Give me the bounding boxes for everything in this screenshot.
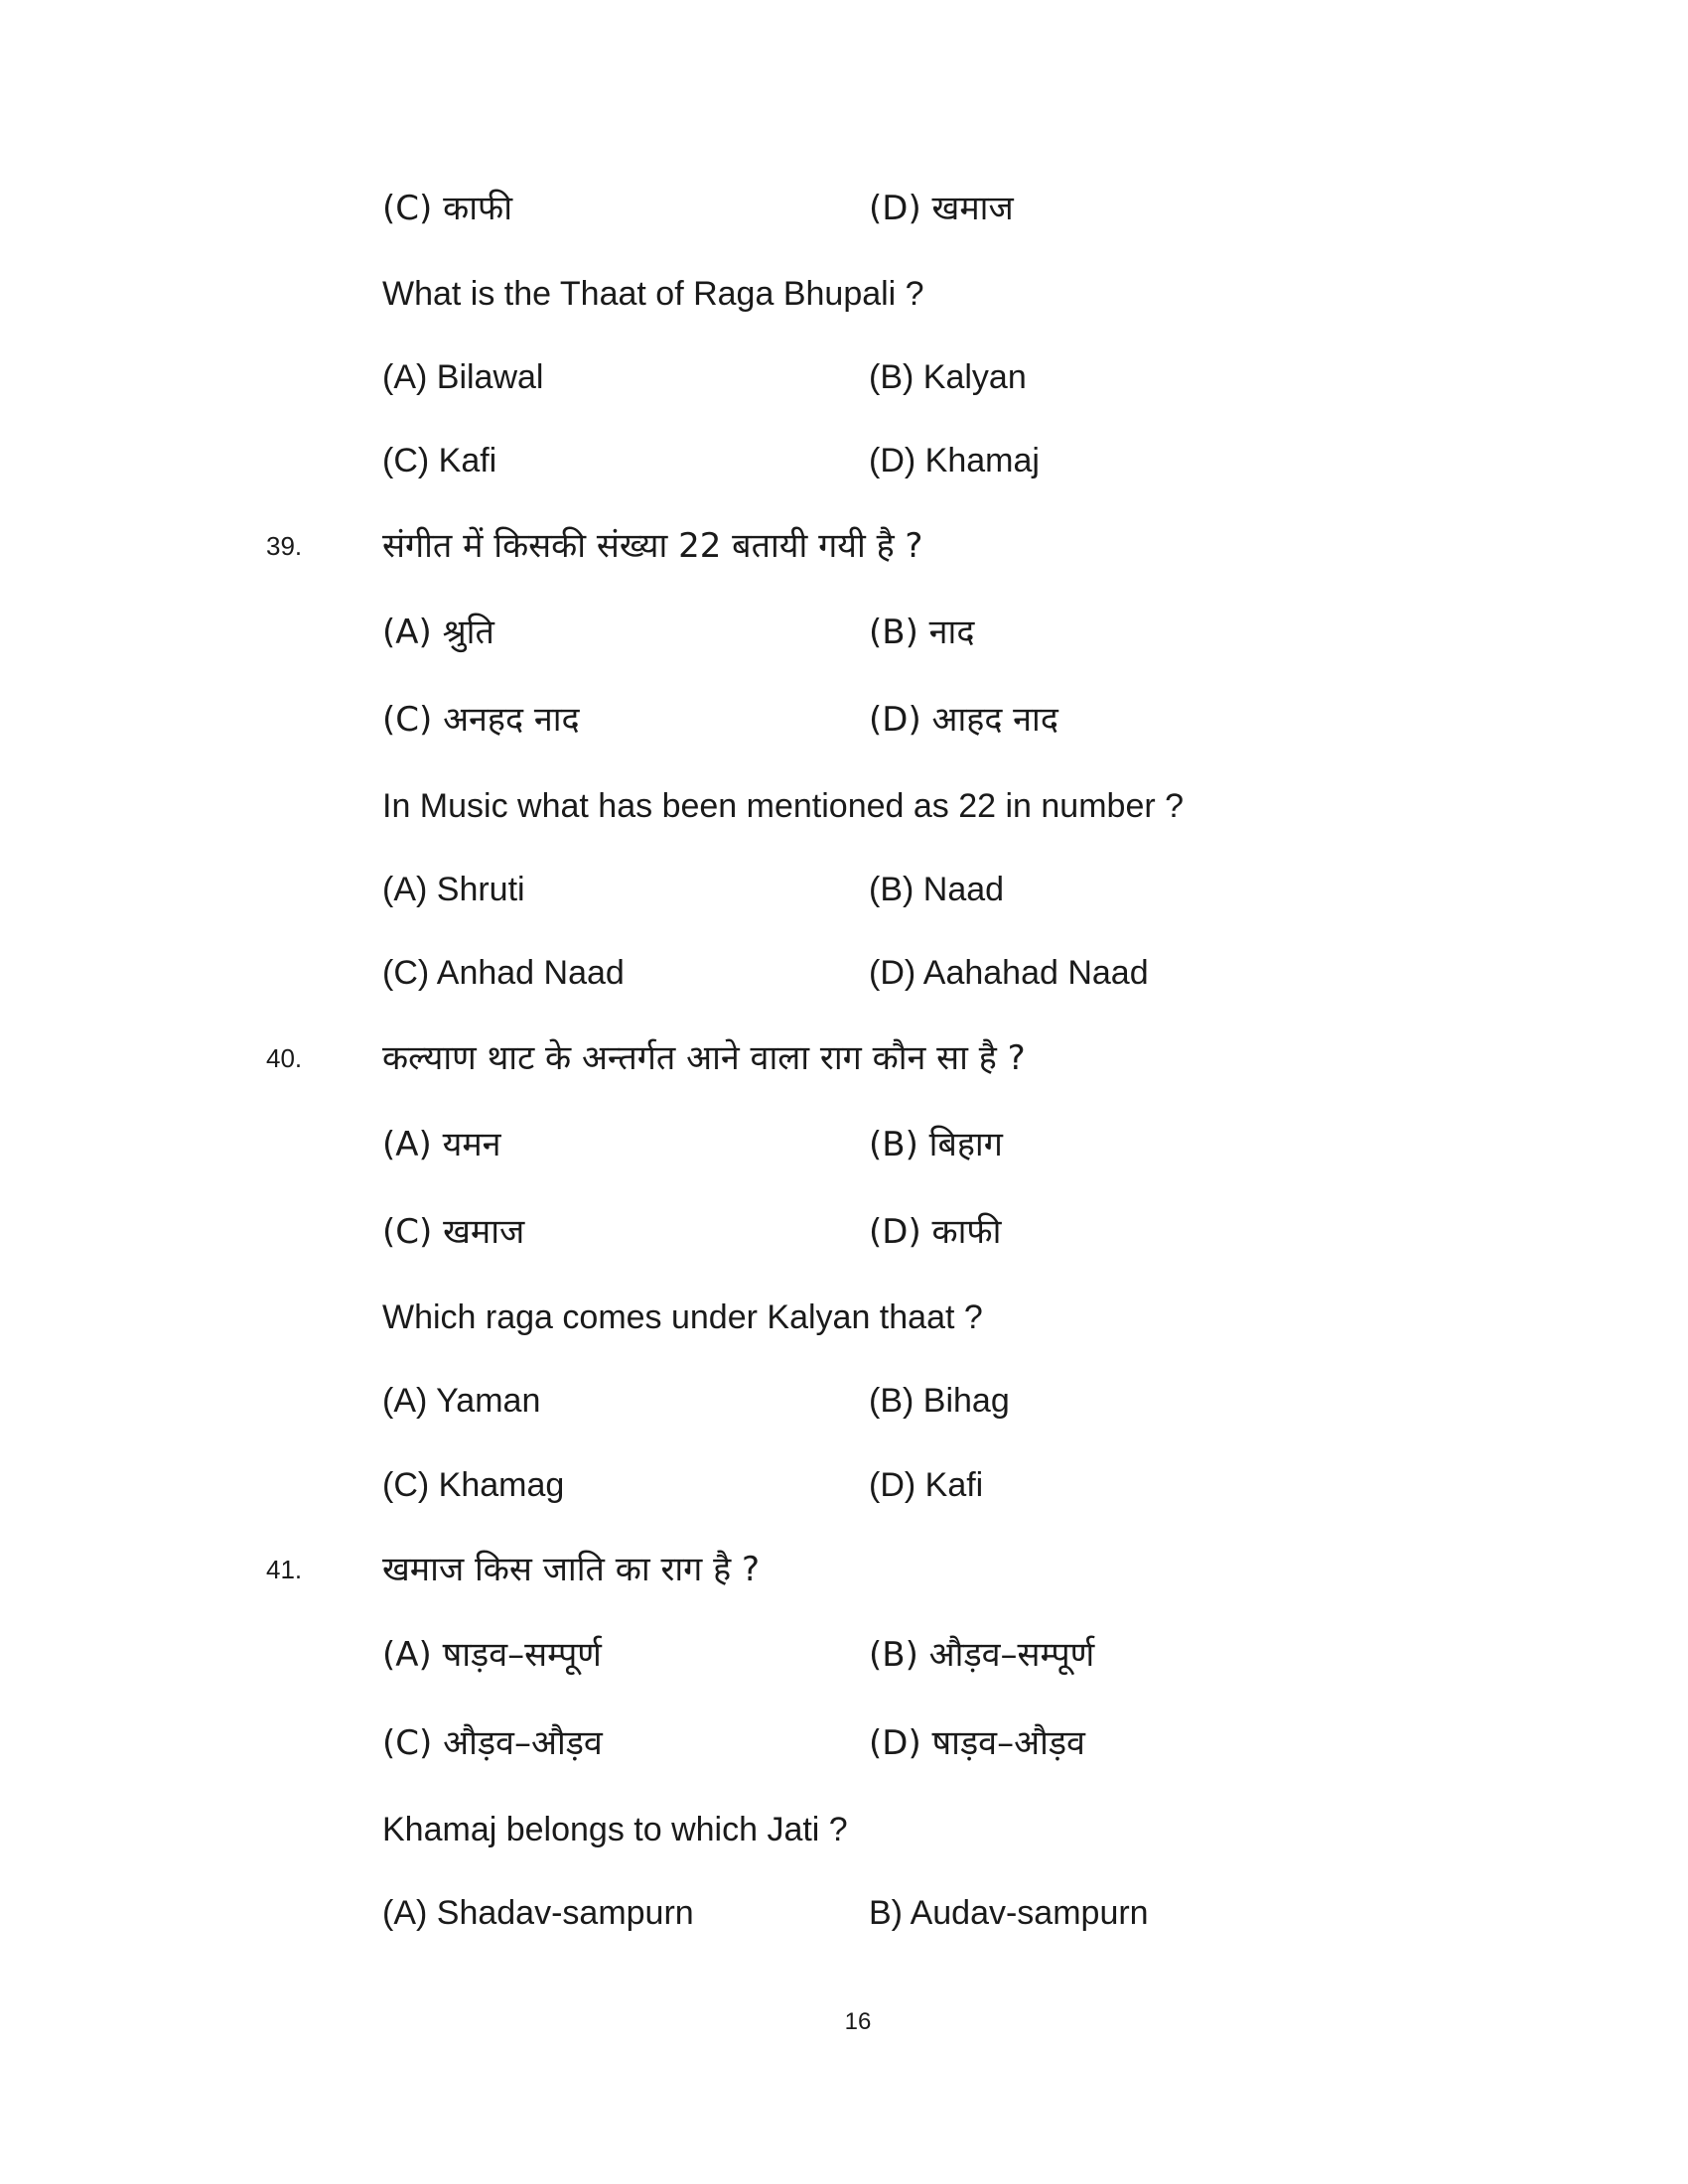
q41-en-option-a: (A) Shadav-sampurn [382, 1894, 694, 1932]
q39-en-question: In Music what has been mentioned as 22 in number ? [382, 787, 1185, 825]
q38-en-option-b: (B) Kalyan [869, 358, 1027, 396]
q40-en-option-d: (D) Kafi [869, 1466, 984, 1504]
q39-number: 39. [266, 531, 303, 561]
q39-en-option-c: (C) Anhad Naad [382, 954, 625, 992]
q41-number: 41. [266, 1555, 303, 1584]
q38-en-option-a: (A) Bilawal [382, 358, 544, 396]
q41-en-option-b: B) Audav-sampurn [869, 1894, 1149, 1932]
q39-hi-option-b: (B) नाद [869, 613, 975, 652]
q39-hi-option-c: (C) अनहद नाद [382, 700, 580, 740]
q41-en-question: Khamaj belongs to which Jati ? [382, 1811, 848, 1848]
q38-en-option-c: (C) Kafi [382, 442, 497, 479]
page-number: 16 [844, 2008, 872, 2035]
q39-hi-option-d: (D) आहद नाद [869, 700, 1058, 740]
q40-hi-options-row-1 [0, 1115, 1688, 1174]
q39-hi-option-a: (A) श्रुति [382, 613, 494, 652]
q40-hi-option-c: (C) खमाज [382, 1212, 525, 1252]
q41-hi-option-a: (A) षाड़व–सम्पूर्ण [382, 1635, 602, 1675]
q40-hi-option-b: (B) बिहाग [869, 1125, 1003, 1164]
q38-hi-option-c: (C) काफी [382, 189, 513, 228]
q40-hi-option-d: (D) काफी [869, 1212, 1002, 1252]
q39-en-options-row-1 [0, 860, 1688, 919]
q40-en-options-row-1 [0, 1371, 1688, 1431]
q38-en-option-d: (D) Khamaj [869, 442, 1040, 479]
q38-hi-options-row-2 [0, 179, 1688, 238]
q41-hi-option-b: (B) औड़व–सम्पूर्ण [869, 1635, 1095, 1675]
q41-hi-question-row [0, 1540, 1688, 1599]
q38-en-options-row-2 [0, 431, 1688, 490]
q39-en-options-row-2 [0, 943, 1688, 1003]
q40-en-option-b: (B) Bihag [869, 1382, 1010, 1420]
q40-number: 40. [266, 1043, 303, 1073]
q41-hi-options-row-1 [0, 1625, 1688, 1685]
q40-hi-options-row-2 [0, 1202, 1688, 1262]
q38-en-question-row [0, 264, 1688, 324]
q38-en-question: What is the Thaat of Raga Bhupali ? [382, 275, 924, 313]
q41-hi-option-c: (C) औड़व–औड़व [382, 1723, 603, 1763]
q40-en-question: Which raga comes under Kalyan thaat ? [382, 1298, 983, 1336]
q38-en-options-row-1 [0, 347, 1688, 407]
q39-hi-question-row [0, 516, 1688, 576]
q41-hi-options-row-2 [0, 1713, 1688, 1773]
q39-en-option-d: (D) Aahahad Naad [869, 954, 1149, 992]
q39-en-question-row [0, 776, 1688, 836]
q41-en-options-row-1 [0, 1883, 1688, 1943]
q40-en-option-a: (A) Yaman [382, 1382, 541, 1420]
q41-en-question-row [0, 1800, 1688, 1859]
q39-en-option-b: (B) Naad [869, 871, 1005, 908]
q40-en-options-row-2 [0, 1455, 1688, 1515]
q39-hi-options-row-1 [0, 603, 1688, 662]
q39-hi-question: संगीत में किसकी संख्या 22 बतायी गयी है ? [382, 526, 923, 566]
q40-hi-question: कल्याण थाट के अन्तर्गत आने वाला राग कौन सा है ? [382, 1038, 1026, 1078]
q40-hi-question-row [0, 1028, 1688, 1088]
q40-en-option-c: (C) Khamag [382, 1466, 565, 1504]
q40-en-question-row [0, 1288, 1688, 1347]
q41-hi-question: खमाज किस जाति का राग है ? [382, 1550, 761, 1589]
q39-en-option-a: (A) Shruti [382, 871, 525, 908]
q41-hi-option-d: (D) षाड़व–औड़व [869, 1723, 1085, 1763]
q38-hi-option-d: (D) खमाज [869, 189, 1014, 228]
q39-hi-options-row-2 [0, 690, 1688, 750]
q40-hi-option-a: (A) यमन [382, 1125, 501, 1164]
